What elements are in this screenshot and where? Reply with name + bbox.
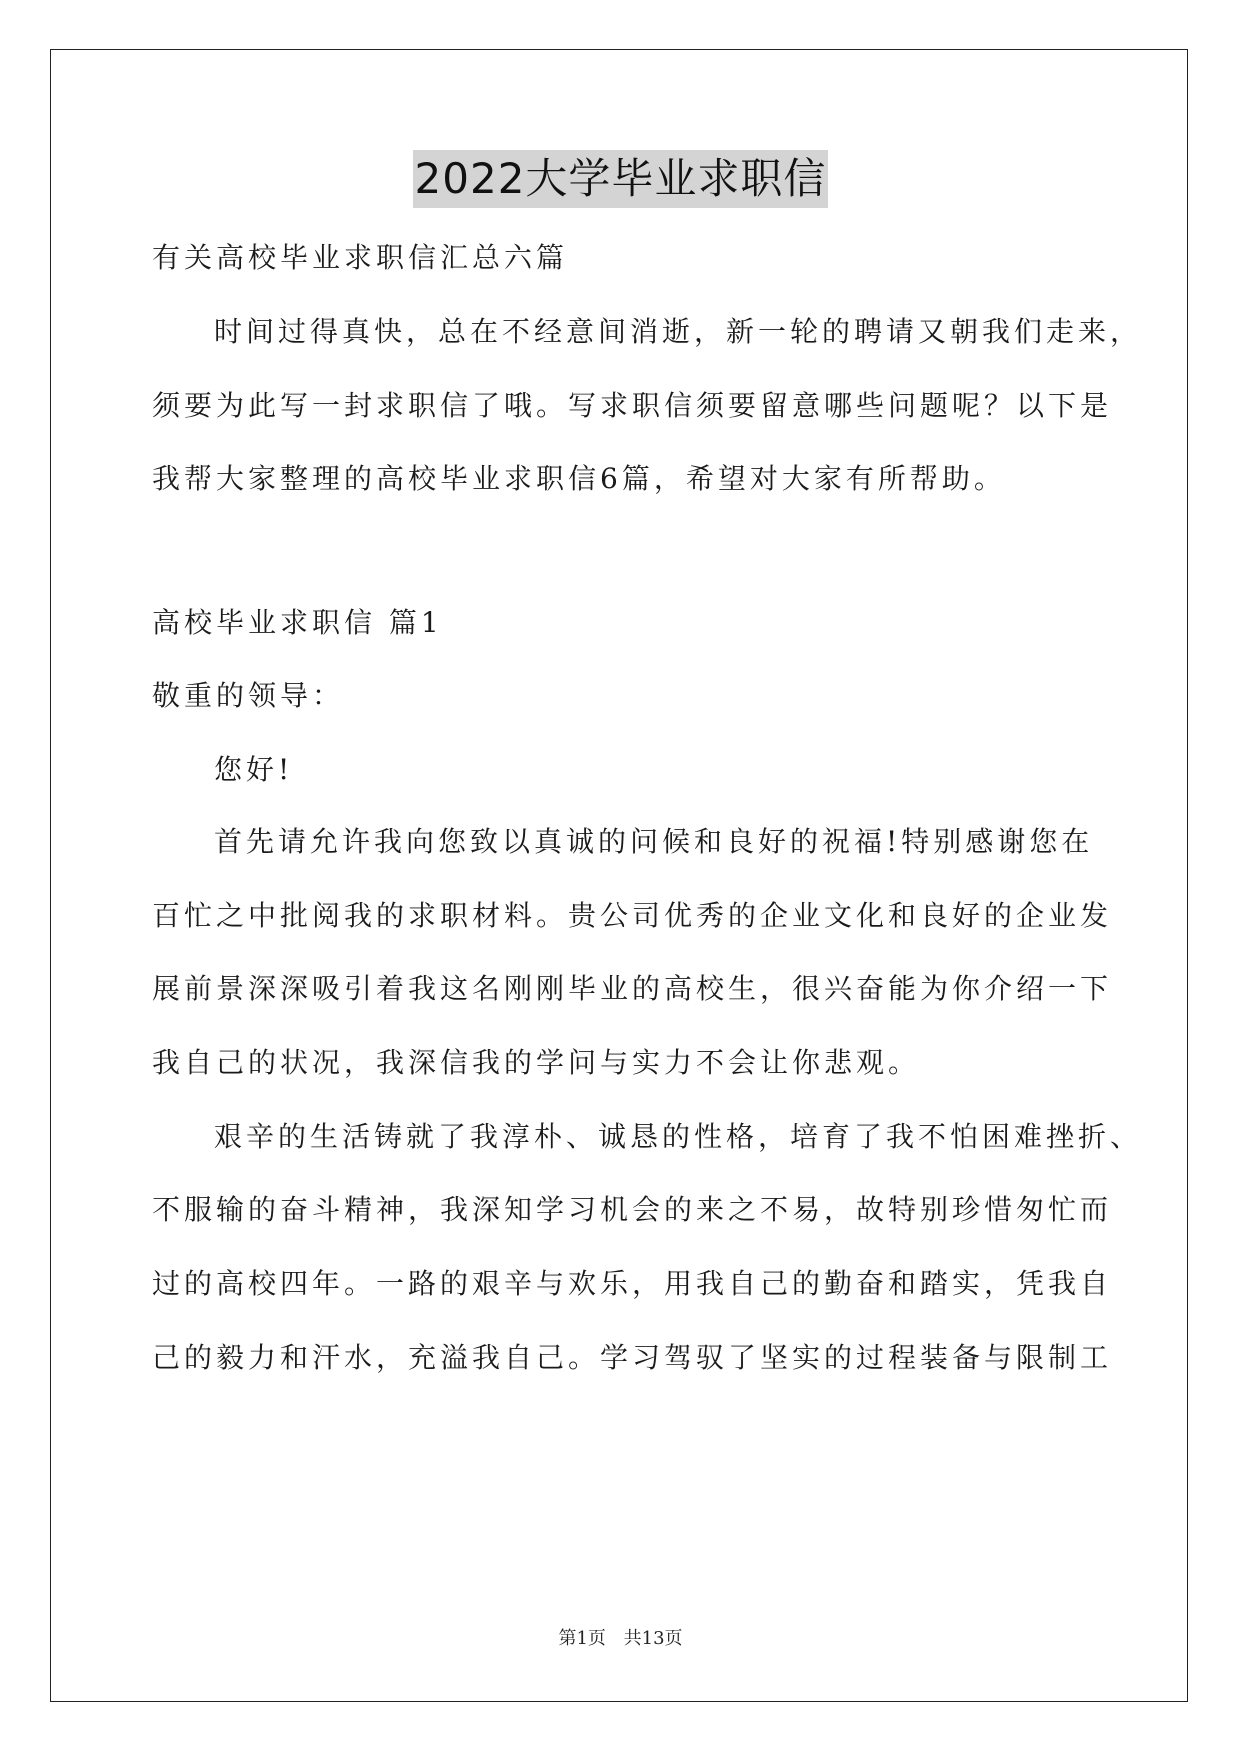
page-total: 共13页 (623, 1628, 683, 1649)
page-footer (0, 1624, 1241, 1650)
intro-line: 我帮大家整理的高校毕业求职信6篇，希望对大家有所帮助。 (152, 462, 1006, 495)
paragraph-line: 首先请允许我向您致以真诚的问候和良好的祝福!特别感谢您在 (214, 825, 1094, 858)
document-title: 2022大学毕业求职信 (413, 150, 829, 208)
paragraph-line: 我自己的状况，我深信我的学问与实力不会让你悲观。 (152, 1046, 921, 1079)
salutation: 敬重的领导： (152, 679, 345, 712)
paragraph-line: 不服输的奋斗精神，我深知学习机会的来之不易，故特别珍惜匆忙而 (152, 1193, 1113, 1226)
title-wrapper (0, 150, 1241, 208)
paragraph-line: 展前景深深吸引着我这名刚刚毕业的高校生，很兴奋能为你介绍一下 (152, 972, 1113, 1005)
paragraph-line: 过的高校四年。一路的艰辛与欢乐，用我自己的勤奋和踏实，凭我自 (152, 1267, 1113, 1300)
greeting: 您好! (214, 753, 294, 786)
page-number: 第1页 (558, 1628, 606, 1649)
section-heading: 高校毕业求职信 篇1 (152, 606, 443, 639)
subtitle: 有关高校毕业求职信汇总六篇 (152, 241, 569, 274)
intro-line: 须要为此写一封求职信了哦。写求职信须要留意哪些问题呢？以下是 (152, 389, 1113, 422)
page-border (50, 49, 1188, 1702)
intro-line: 时间过得真快，总在不经意间消逝，新一轮的聘请又朝我们走来， (214, 315, 1143, 348)
paragraph-line: 艰辛的生活铸就了我淳朴、诚恳的性格，培育了我不怕困难挫折、 (214, 1120, 1143, 1153)
paragraph-line: 己的毅力和汗水，充溢我自己。学习驾驭了坚实的过程装备与限制工 (152, 1341, 1113, 1374)
paragraph-line: 百忙之中批阅我的求职材料。贵公司优秀的企业文化和良好的企业发 (152, 899, 1113, 932)
